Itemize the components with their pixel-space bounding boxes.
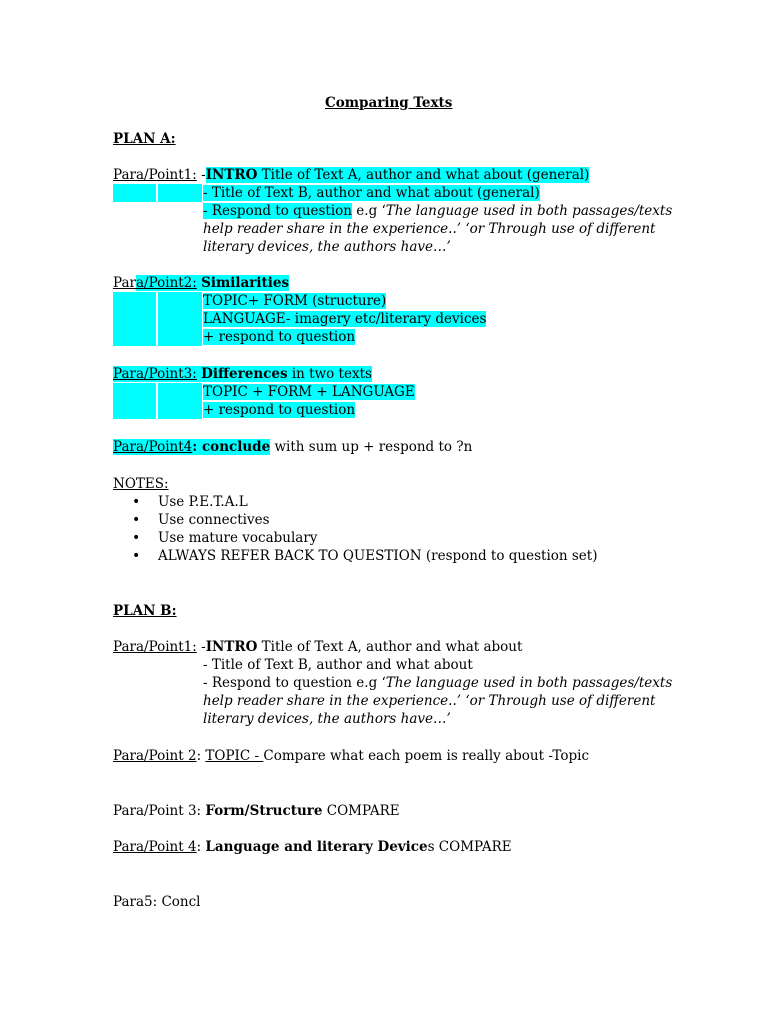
list-item: • ALWAYS REFER BACK TO QUESTION (respond to question set) — [113, 547, 598, 565]
plan-a-para4-label: Para/Point4 — [113, 439, 193, 455]
plan-b-para2-label: Para/Point 2 — [113, 748, 197, 764]
plan-a-para1-text: Title of Text A, author and what about (general) — [257, 167, 590, 183]
plan-b-para3-rest: COMPARE — [322, 803, 400, 819]
plan-a-para1-quote: The language used in both passages/texts — [385, 203, 673, 219]
plan-b-para2-colon: : — [196, 748, 206, 764]
plan-a-para3-line2 — [203, 383, 415, 401]
highlight-cell — [113, 184, 156, 202]
plan-a-heading: PLAN A: — [113, 131, 176, 147]
plan-b-language: Language and literary Device — [205, 839, 428, 855]
plan-a-para1-line1 — [113, 166, 589, 184]
highlight-cell — [113, 292, 156, 346]
plan-a-similarities: Similarities — [201, 275, 290, 291]
page-title: Comparing Texts — [325, 95, 453, 111]
plan-a-conclude: : conclude — [192, 439, 271, 455]
plan-b-para2-rest: Compare what each poem is really about -Topic — [263, 748, 590, 764]
plan-b-para4-colon: : — [196, 839, 206, 855]
plan-b-para1-line1 — [113, 638, 522, 656]
plan-b-para2-topic: TOPIC - — [205, 748, 264, 764]
plan-b-para3 — [113, 802, 400, 820]
plan-b-heading: PLAN B: — [113, 603, 177, 619]
plan-a-para1-line4: help reader share in the experience..’ ‘or Through use of different — [203, 221, 656, 237]
plan-b-para3-label: Para/Point 3: — [113, 803, 206, 819]
plan-b-para4-rest: s COMPARE — [427, 839, 512, 855]
plan-a-para2-label-a: Par — [113, 275, 136, 291]
plan-b-para1-quote: The language used in both passages/texts — [385, 675, 673, 691]
list-item: • Use mature vocabulary — [113, 529, 598, 547]
plan-a-para2-label-b: a/Point2: — [135, 275, 197, 291]
highlight-cell — [113, 383, 156, 419]
plan-a-para3-label: Para/Point3: — [113, 366, 197, 382]
plan-a-para3-topic: TOPIC + FORM + LANGUAGE — [203, 384, 415, 400]
plan-a-para1-line3 — [203, 202, 672, 220]
plan-a-para1-line5: literary devices, the authors have…’ — [203, 239, 451, 255]
plan-a-para1-sep: - — [196, 167, 206, 183]
highlight-cell — [158, 184, 202, 202]
plan-a-para2-line3 — [203, 310, 486, 328]
plan-a-intro: INTRO — [205, 167, 258, 183]
notes-heading: NOTES: — [113, 476, 169, 492]
plan-a-para1-label: Para/Point1: — [113, 167, 197, 183]
plan-b-para4 — [113, 838, 512, 856]
highlight-cell — [158, 383, 202, 419]
plan-b-para1-text: Title of Text A, author and what about — [257, 639, 523, 655]
plan-b-para1-line3 — [203, 674, 672, 692]
plan-b-para1-respond: - Respond to question e.g ‘ — [203, 675, 386, 691]
plan-b-para1-sep: - — [196, 639, 206, 655]
plan-a-para3-line3 — [203, 401, 355, 419]
plan-b-para1-label: Para/Point1: — [113, 639, 197, 655]
plan-a-para1-line2 — [203, 184, 540, 202]
plan-b-form-structure: Form/Structure — [205, 803, 323, 819]
plan-a-para3-rest: in two texts — [287, 366, 372, 382]
plan-a-para3-line1 — [113, 365, 372, 383]
plan-b-para4-label: Para/Point 4 — [113, 839, 197, 855]
plan-a-para4-rest: with sum up + respond to ?n — [270, 439, 473, 455]
plan-a-para2-topic: TOPIC+ FORM (structure) — [203, 293, 387, 309]
plan-a-para2-language: LANGUAGE- imagery etc/literary devices — [203, 311, 487, 327]
plan-a-para1-eg: e.g ‘ — [352, 203, 386, 219]
highlight-cell — [158, 292, 202, 346]
plan-b-para1-line5: literary devices, the authors have…’ — [203, 711, 451, 727]
plan-b-para2 — [113, 747, 589, 765]
plan-a-para1-respond: - Respond to question — [203, 203, 352, 219]
plan-a-para2-respond: + respond to question — [203, 329, 356, 345]
plan-b-para5: Para5: Concl — [113, 894, 201, 910]
plan-a-differences: Differences — [201, 366, 288, 382]
plan-a-para2-line1 — [113, 274, 289, 292]
notes-list — [113, 493, 598, 565]
plan-b-para1-line2: - Title of Text B, author and what about — [203, 657, 473, 673]
plan-a-para2-line2 — [203, 292, 386, 310]
list-item: • Use P.E.T.A.L — [113, 493, 598, 511]
list-item: • Use connectives — [113, 511, 598, 529]
plan-a-para3-respond: + respond to question — [203, 402, 356, 418]
plan-a-para4-line1 — [113, 438, 472, 456]
plan-b-intro: INTRO — [205, 639, 258, 655]
plan-a-para2-line4 — [203, 328, 355, 346]
plan-b-para1-line4: help reader share in the experience..’ ‘or Through use of different — [203, 693, 656, 709]
plan-a-para1-textb: - Title of Text B, author and what about (general) — [203, 185, 540, 201]
